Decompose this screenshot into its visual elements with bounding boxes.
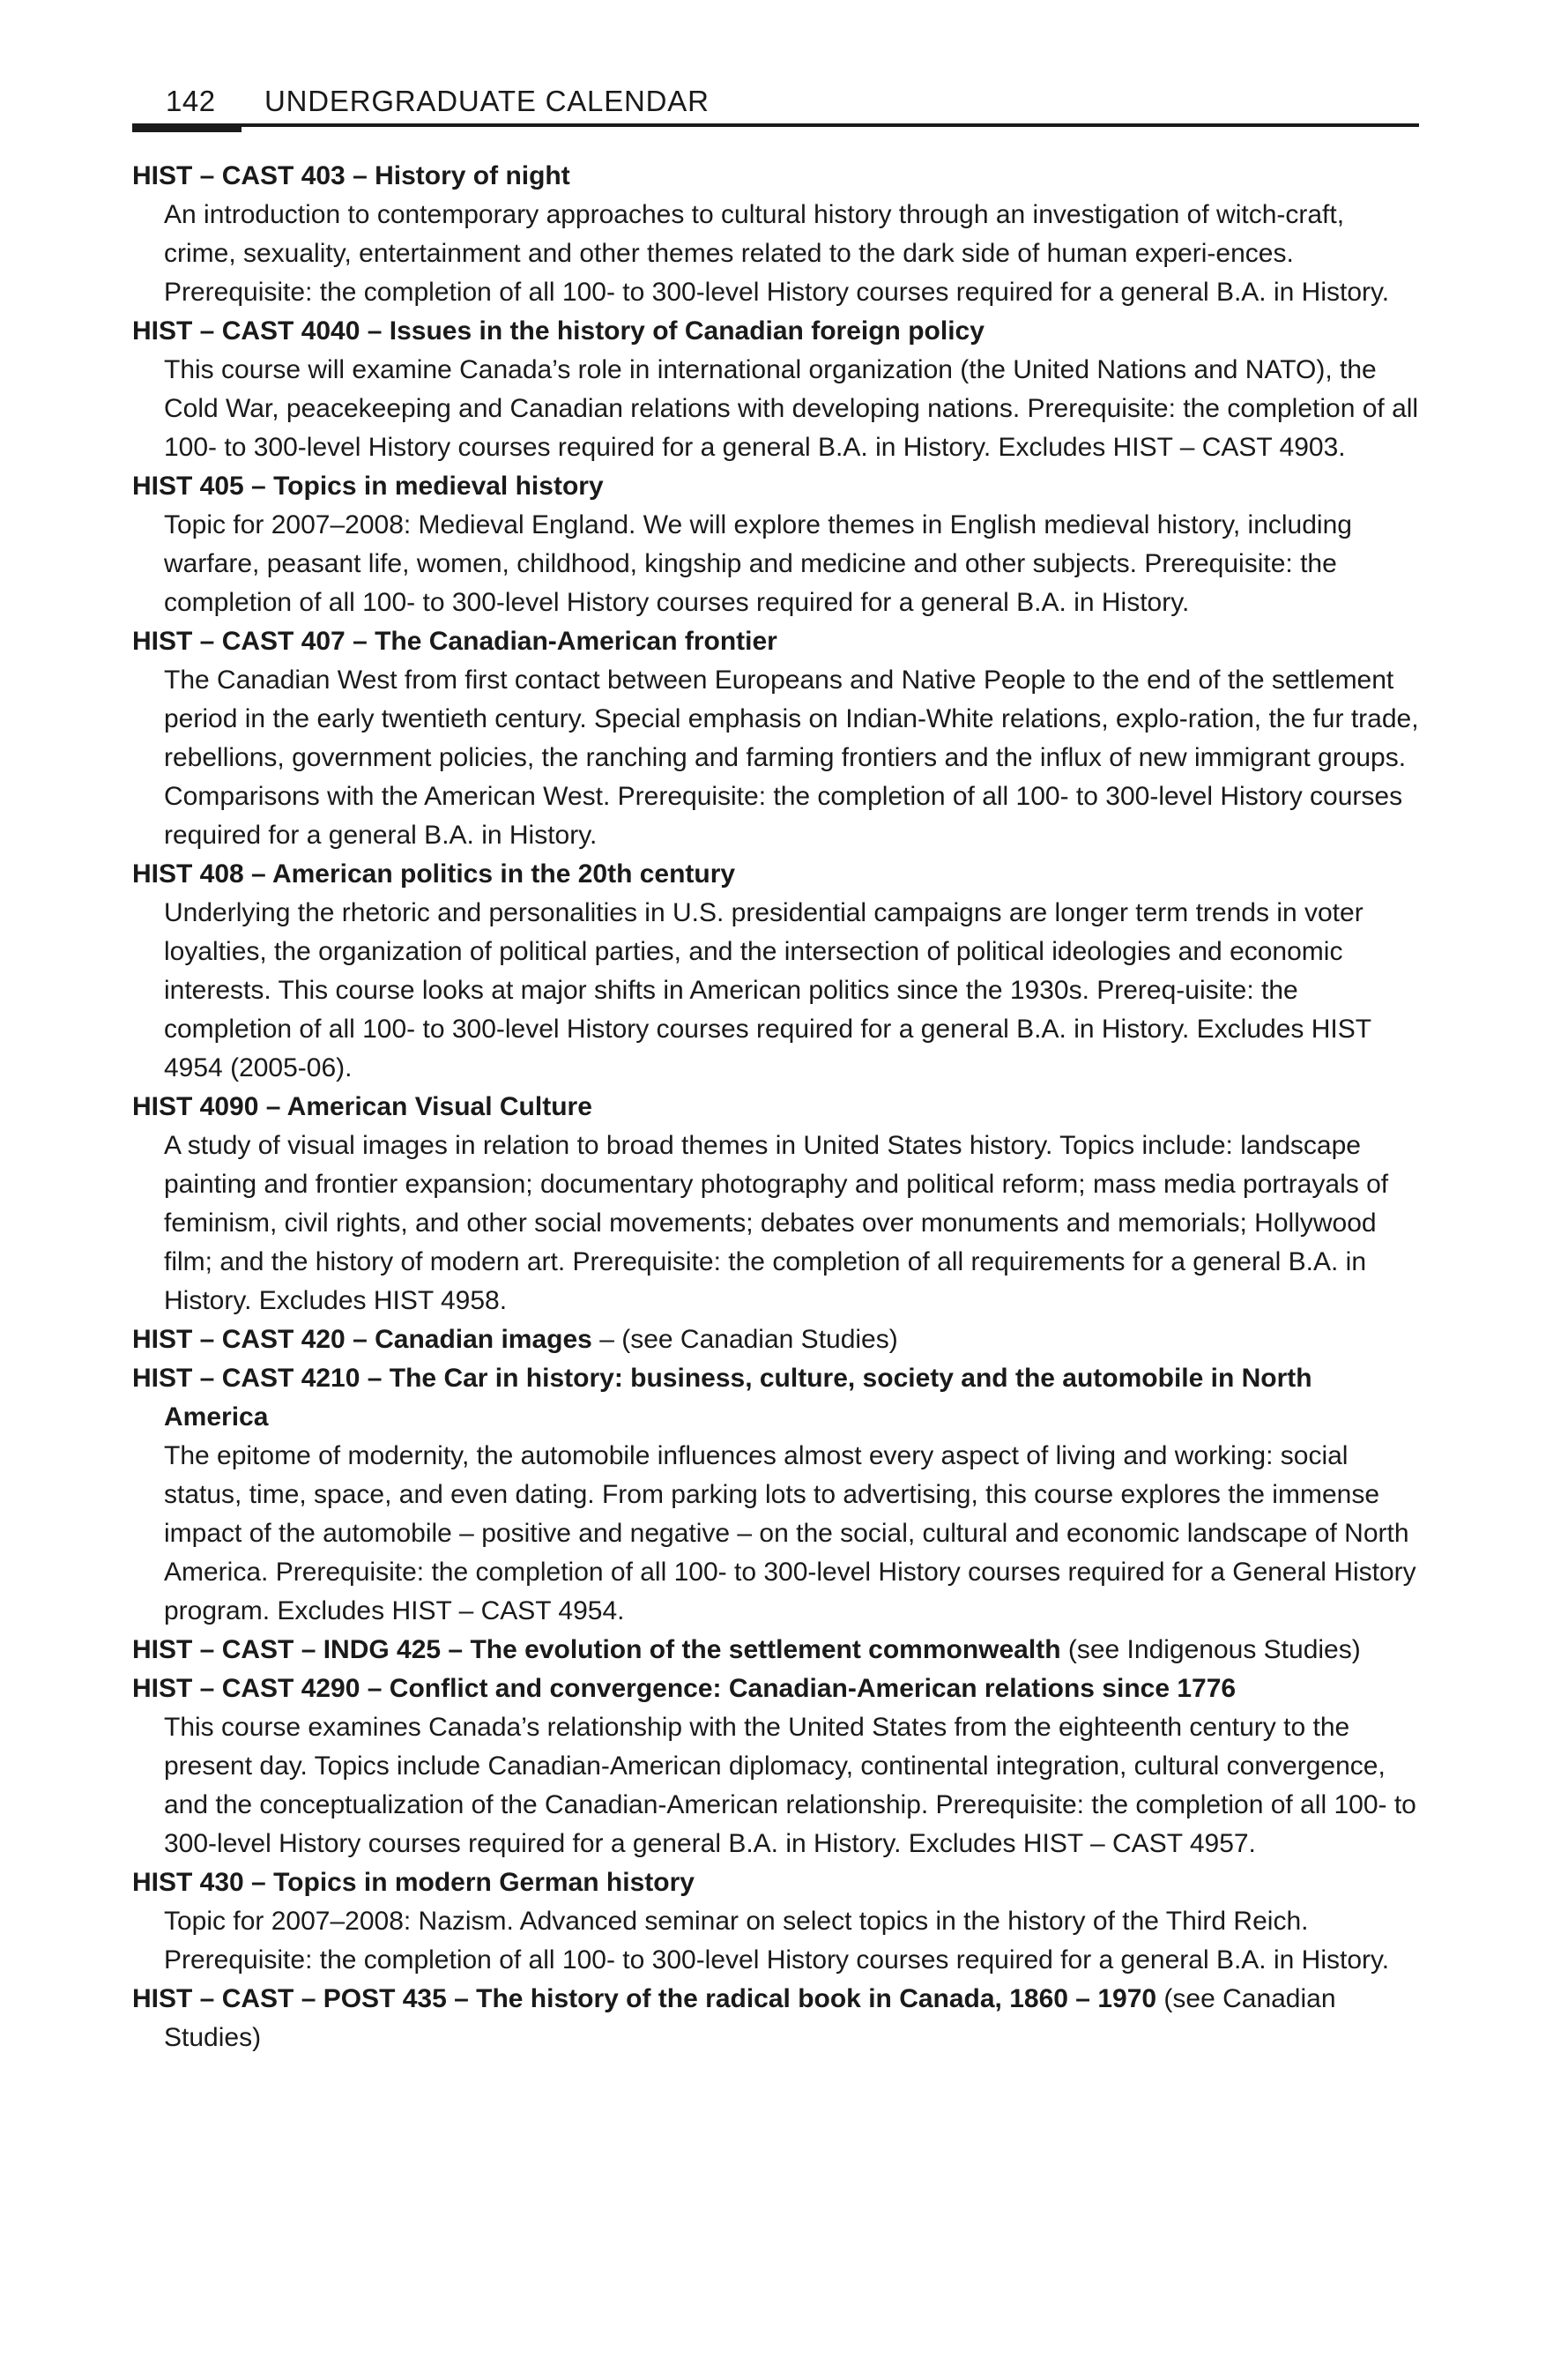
course-entry <box>132 1863 1423 1980</box>
course-entry <box>132 157 1423 312</box>
course-note: (see Indigenous Studies) <box>1060 1635 1361 1664</box>
course-title: HIST – CAST – POST 435 – The history of the radical book in Canada, 1860 – 1970 (see Canadian Studies) <box>132 1984 1336 2052</box>
header-rule <box>132 123 1419 127</box>
course-description: This course examines Canada’s relationship with the United States from the eighteenth century to the present day. Topics include Canadian-American diplomacy, continental integration, cultural convergence, and the conceptualization of the Canadian-American relationship. Prerequisite: the completion of all 100- to 300-level History courses required for a general B.A. in History. Excludes HIST – CAST 4957. <box>164 1713 1416 1858</box>
course-entry <box>132 467 1423 622</box>
course-entry <box>132 312 1423 467</box>
course-description: This course will examine Canada’s role in international organization (the United Nations and NATO), the Cold War, peacekeeping and Canadian relations with developing nations. Prerequisite: the completion of all 100- to 300-level History courses required for a general B.A. in History. Excludes HIST – CAST 4903. <box>164 355 1419 462</box>
course-title: HIST 4090 – American Visual Culture <box>132 1092 592 1121</box>
course-entry <box>132 1631 1423 1670</box>
running-head <box>132 78 1419 125</box>
course-title: HIST 405 – Topics in medieval history <box>132 472 604 501</box>
course-title: HIST – CAST 4210 – The Car in history: business, culture, society and the automobile in North America <box>132 1364 1312 1432</box>
course-description: Underlying the rhetoric and personalities in U.S. presidential campaigns are longer term trends in voter loyalties, the organization of political parties, and the intersection of political ideologies and economic interests. This course looks at major shifts in American politics since the 1930s. Prereq-uisite: the completion of all 100- to 300-level History courses required for a general B.A. in History. Excludes HIST 4954 (2005-06). <box>164 898 1371 1082</box>
course-description: The epitome of modernity, the automobile influences almost every aspect of living and working: social status, time, space, and even dating. From parking lots to advertising, this course explores the immense impact of the automobile – positive and negative – on the social, cultural and economic landscape of North America. Prerequisite: the completion of all 100- to 300-level History courses required for a General History program. Excludes HIST – CAST 4954. <box>164 1441 1416 1625</box>
course-note: – (see Canadian Studies) <box>591 1325 898 1354</box>
course-title: HIST – CAST 403 – History of night <box>132 161 570 190</box>
course-title: HIST – CAST 420 – Canadian images – (see Canadian Studies) <box>132 1325 898 1354</box>
course-entry <box>132 1320 1423 1359</box>
course-entry <box>132 1670 1423 1863</box>
course-description: A study of visual images in relation to broad themes in United States history. Topics include: landscape painting and frontier expansion; documentary photography and political reform; mass media portrayals of feminism, civil rights, and other social movements; debates over monuments and memorials; Hollywood film; and the history of modern art. Prerequisite: the completion of all requirements for a general B.A. in History. Excludes HIST 4958. <box>164 1131 1389 1315</box>
course-description: An introduction to contemporary approaches to cultural history through an investigation of witch-craft, crime, sexuality, entertainment and other themes related to the dark side of human experi-ences. Prerequisite: the completion of all 100- to 300-level History courses required for a general B.A. in History. <box>164 200 1390 307</box>
course-entry <box>132 855 1423 1088</box>
course-title: HIST – CAST 4040 – Issues in the history of Canadian foreign policy <box>132 316 985 346</box>
page-number: 142 <box>166 85 216 117</box>
course-title: HIST 408 – American politics in the 20th century <box>132 859 736 889</box>
course-entry <box>132 622 1423 855</box>
course-note: (see Canadian Studies) <box>164 1984 1336 2052</box>
course-entry <box>132 1088 1423 1320</box>
course-description: Topic for 2007–2008: Nazism. Advanced seminar on select topics in the history of the Third Reich. Prerequisite: the completion of all 100- to 300-level History courses required for a general B.A. in History. <box>164 1907 1390 1975</box>
course-title: HIST – CAST – INDG 425 – The evolution of the settlement commonwealth (see Indigenous Studies) <box>132 1635 1361 1664</box>
course-title: HIST – CAST 4290 – Conflict and convergence: Canadian-American relations since 1776 <box>132 1674 1237 1703</box>
course-entry <box>132 1980 1423 2057</box>
course-title: HIST 430 – Topics in modern German history <box>132 1868 695 1897</box>
course-title: HIST – CAST 407 – The Canadian-American frontier <box>132 627 777 656</box>
course-description: The Canadian West from first contact between Europeans and Native People to the end of the settlement period in the early twentieth century. Special emphasis on Indian-White relations, explo-ration, the fur trade, rebellions, government policies, the ranching and farming frontiers and the influx of new immigrant groups. Comparisons with the American West. Prerequisite: the completion of all 100- to 300-level History courses required for a general B.A. in History. <box>164 666 1419 850</box>
course-description: Topic for 2007–2008: Medieval England. We will explore themes in English medieval history, including warfare, peasant life, women, childhood, kingship and medicine and other subjects. Prerequisite: the completion of all 100- to 300-level History courses required for a general B.A. in History. <box>164 510 1352 617</box>
course-entry <box>132 1359 1423 1631</box>
course-list <box>132 157 1423 2057</box>
header-title: UNDERGRADUATE CALENDAR <box>264 85 710 117</box>
header-rule-tab <box>132 123 241 132</box>
